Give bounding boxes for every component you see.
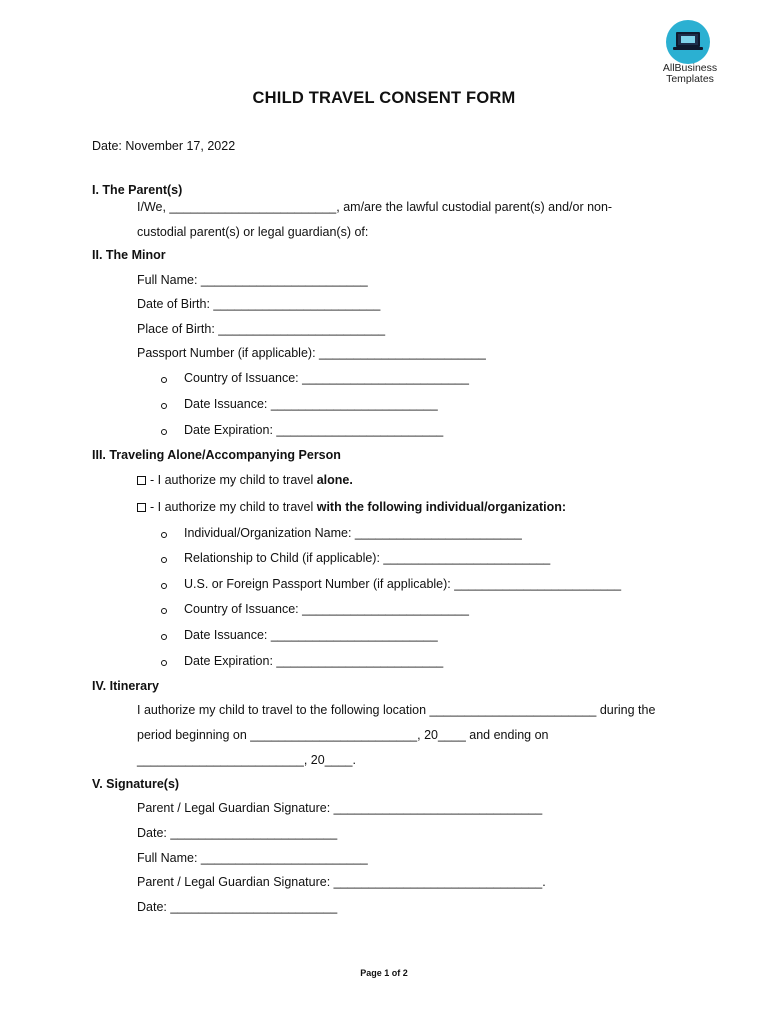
bullet-icon [161,532,167,538]
itinerary-line-2: period beginning on ________________________, 20____ and ending on [137,728,549,742]
minor-dob-field: Date of Birth: ________________________ [137,297,381,311]
signature-date-1: Date: ________________________ [137,826,338,840]
companion-country-field: Country of Issuance: ________________________ [184,602,469,616]
signature-field-1: Parent / Legal Guardian Signature: ______________________________ [137,801,543,815]
brand-logo [666,20,710,64]
bullet-icon [161,660,167,666]
signature-full-name: Full Name: ________________________ [137,851,368,865]
page-title: CHILD TRAVEL CONSENT FORM [252,89,516,107]
section-heading-minor: II. The Minor [92,248,166,262]
parents-line-2: custodial parent(s) or legal guardian(s) of: [137,225,369,239]
minor-country-field: Country of Issuance: ________________________ [184,371,469,385]
companion-passport-field: U.S. or Foreign Passport Number (if applicable): ________________________ [184,577,622,591]
section-heading-parents: I. The Parent(s) [92,183,183,197]
document-date: Date: November 17, 2022 [92,139,236,153]
parents-line-1: I/We, ________________________, am/are the lawful custodial parent(s) and/or non- [137,200,613,214]
minor-expiration-field: Date Expiration: ________________________ [184,423,444,437]
brand-name: AllBusiness Templates [662,62,718,85]
org-name-field: Individual/Organization Name: ________________________ [184,526,522,540]
signature-date-2: Date: ________________________ [137,900,338,914]
bullet-icon [161,634,167,640]
signature-field-2: Parent / Legal Guardian Signature: ______________________________. [137,875,546,889]
companion-issuance-field: Date Issuance: ________________________ [184,628,438,642]
minor-passport-field: Passport Number (if applicable): ________________________ [137,346,486,360]
bullet-icon [161,403,167,409]
companion-expiration-field: Date Expiration: ________________________ [184,654,444,668]
minor-issuance-field: Date Issuance: ________________________ [184,397,438,411]
laptop-icon [676,32,700,47]
page-number: Page 1 of 2 [360,968,408,978]
bullet-icon [161,557,167,563]
option-travel-alone: - I authorize my child to travel alone. [137,473,353,487]
checkbox-alone[interactable] [137,476,146,485]
bullet-icon [161,429,167,435]
bullet-icon [161,377,167,383]
itinerary-line-3: ________________________, 20____. [137,753,356,767]
bullet-icon [161,608,167,614]
option-travel-accompanied: - I authorize my child to travel with the following individual/organization: [137,500,566,514]
section-heading-traveling: III. Traveling Alone/Accompanying Person [92,448,341,462]
bullet-icon [161,583,167,589]
checkbox-accompanied[interactable] [137,503,146,512]
minor-pob-field: Place of Birth: ________________________ [137,322,386,336]
section-heading-itinerary: IV. Itinerary [92,679,159,693]
minor-full-name-field: Full Name: ________________________ [137,273,368,287]
section-heading-signatures: V. Signature(s) [92,777,180,791]
relationship-field: Relationship to Child (if applicable): ________________________ [184,551,551,565]
itinerary-line-1: I authorize my child to travel to the following location ________________________ during the [137,703,656,717]
